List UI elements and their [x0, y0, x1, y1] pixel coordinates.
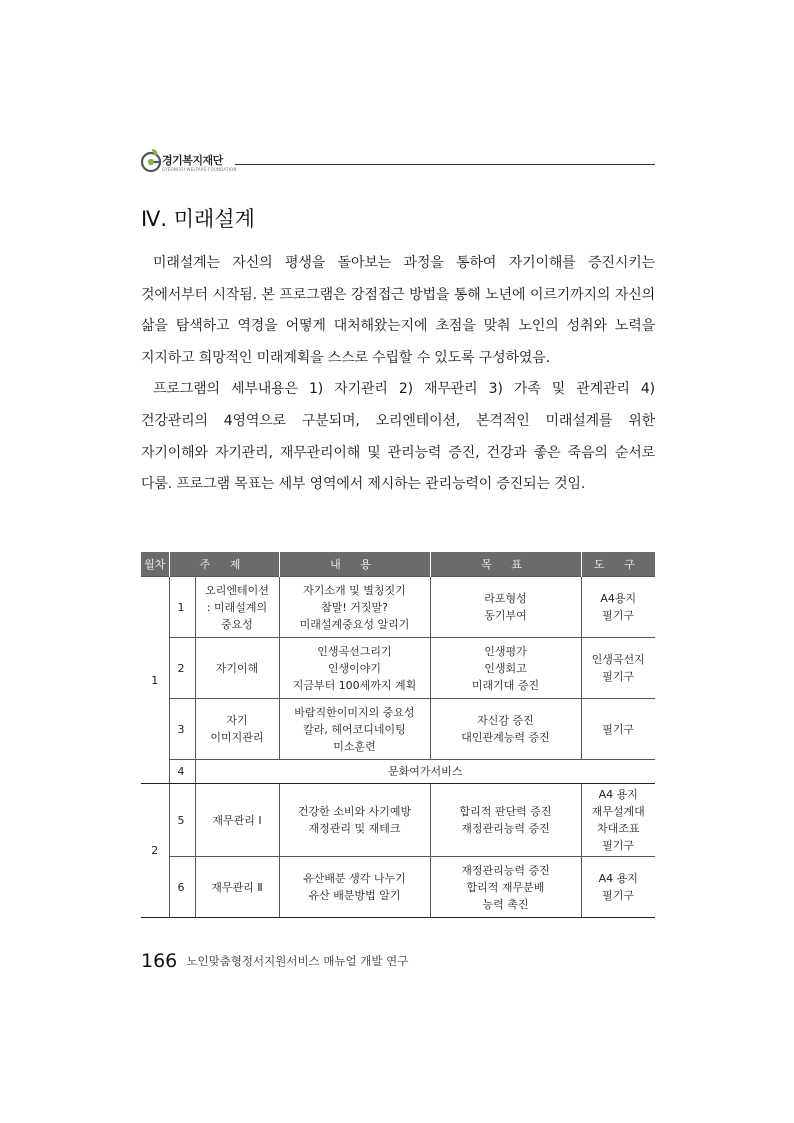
session-number: 5: [169, 784, 195, 857]
session-number: 6: [169, 857, 195, 918]
table-row: [141, 760, 655, 784]
content-cell: 건강한 소비와 사기예방 재정관리 및 재테크: [279, 784, 430, 857]
content-cell: 유산배분 생각 나누기 유산 배분방법 알기: [279, 857, 430, 918]
body-text: [141, 248, 655, 501]
header-topic: 주 제: [169, 552, 279, 577]
foundation-logo-icon: [140, 147, 162, 173]
content-cell: 바람직한이미지의 중요성 칼라, 헤어코디네이팅 미소훈련: [279, 699, 430, 760]
goal-cell: 라포형성 동기부여: [430, 577, 581, 638]
header-month: 월차: [141, 552, 169, 577]
program-table: [141, 552, 655, 918]
tool-cell: A4 용지 재무설계대 차대조표 필기구: [581, 784, 655, 857]
goal-cell: 합리적 판단력 증진 재정관리능력 증진: [430, 784, 581, 857]
header-tool: 도 구: [581, 552, 655, 577]
month-cell: 1: [141, 577, 169, 784]
tool-cell: A4 용지 필기구: [581, 857, 655, 918]
tool-cell: A4용지 필기구: [581, 577, 655, 638]
table-row: [141, 638, 655, 699]
paragraph: 프로그램의 세부내용은 1) 자기관리 2) 재무관리 3) 가족 및 관계관리 4) 건강관리의 4영역으로 구분되며, 오리엔테이션, 본격적인 미래설계를 위한 자기이해와 자기관리, 재무관리이해 및 관리능력 증진, 건강과 좋은 죽음의 순서로 다룸. 프로그램 목표는 세부 영역에서 제시하는 관리능력이 증진되는 것임.: [141, 381, 655, 493]
session-number: 3: [169, 699, 195, 760]
page-footer: [141, 950, 408, 972]
org-name-en: GYEONGGI WELFARE FOUNDATION: [162, 167, 237, 172]
session-number: 1: [169, 577, 195, 638]
content-cell: 자기소개 및 별칭짓기 참말! 거짓말? 미래설계중요성 알리기: [279, 577, 430, 638]
paragraph: 미래설계는 자신의 평생을 돌아보는 과정을 통하여 자기이해를 증진시키는 것에서부터 시작됨. 본 프로그램은 강점접근 방법을 통해 노년에 이르기까지의 자신의 삶을 탐색하고 역경을 어떻게 대처해왔는지에 초점을 맞춰 노인의 성취와 노력을 지지하고 희망적인 미래계획을 스스로 수립할 수 있도록 구성하였음.: [141, 255, 655, 366]
header-divider: [235, 164, 655, 165]
goal-cell: 인생평가 인생회고 미래기대 증진: [430, 638, 581, 699]
topic-cell: 자기이해: [195, 638, 279, 699]
topic-cell: 재무관리 Ⅱ: [195, 857, 279, 918]
table-row: [141, 784, 655, 857]
topic-cell: 재무관리 Ⅰ: [195, 784, 279, 857]
session-number: 4: [169, 760, 195, 784]
table-row: [141, 577, 655, 638]
content-cell: 인생곡선그리기 인생이야기 지금부터 100세까지 계획: [279, 638, 430, 699]
topic-cell: 자기 이미지관리: [195, 699, 279, 760]
tool-cell: 필기구: [581, 699, 655, 760]
org-name: 경기복지재단: [162, 154, 223, 167]
topic-cell: 오리엔테이션 : 미래설계의 중요성: [195, 577, 279, 638]
table-row: [141, 699, 655, 760]
page-number: 166: [141, 950, 178, 972]
session-number: 2: [169, 638, 195, 699]
goal-cell: 자신감 증진 대인관계능력 증진: [430, 699, 581, 760]
merged-activity-cell: 문화여가서비스: [195, 760, 655, 784]
header-content: 내 용: [279, 552, 430, 577]
report-title: 노인맞춤형정서지원서비스 매뉴얼 개발 연구: [186, 954, 409, 968]
section-title: Ⅳ. 미래설계: [141, 207, 255, 231]
month-cell: 2: [141, 784, 169, 918]
goal-cell: 재정관리능력 증진 합리적 재무분배 능력 촉진: [430, 857, 581, 918]
running-header: [140, 147, 655, 177]
table-row: [141, 857, 655, 918]
table-header-row: [141, 552, 655, 577]
tool-cell: 인생곡선지 필기구: [581, 638, 655, 699]
header-goal: 목 표: [430, 552, 581, 577]
